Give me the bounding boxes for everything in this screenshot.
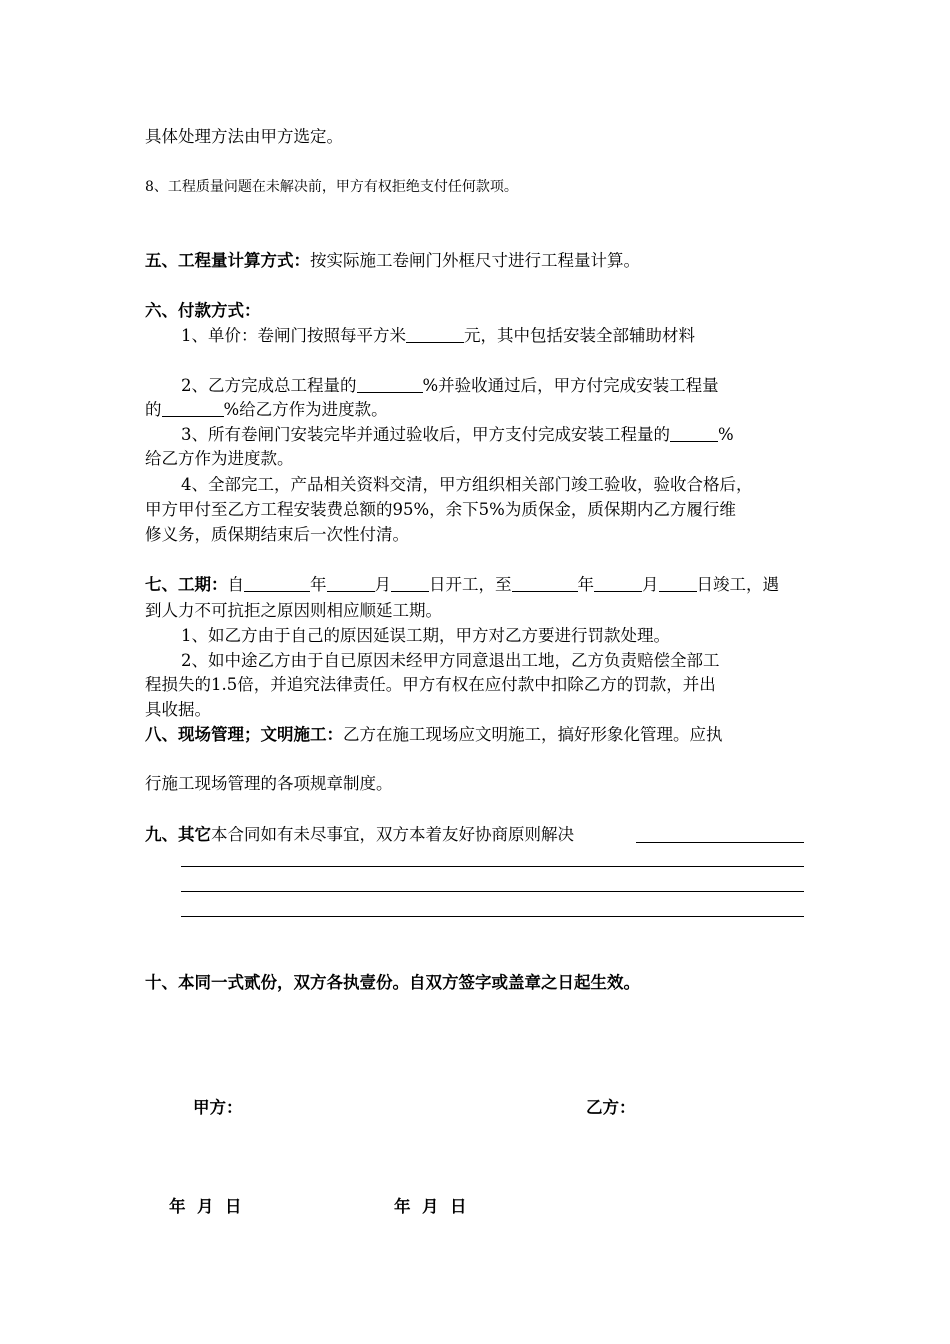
progress-percent-blank[interactable]	[357, 376, 423, 393]
section-5-body: 按实际施工卷闸门外框尺寸进行工程量计算。	[310, 251, 640, 270]
end-day-blank[interactable]	[659, 575, 697, 592]
payment-item-2-cont: 的 %给乙方作为进度款。	[145, 400, 388, 419]
payment-item-1: 1、单价：卷闸门按照每平方米 元，其中包括安装全部辅助材料	[181, 326, 695, 345]
final-percent-blank[interactable]	[670, 425, 718, 442]
section-7-line2: 到人力不可抗拒之原因则相应顺延工期。	[145, 601, 442, 620]
clause-8: 8、工程质量问题在未解决前，甲方有权拒绝支付任何款项。	[145, 179, 518, 195]
end-month-blank[interactable]	[594, 575, 642, 592]
party-b-label: 乙方：	[586, 1098, 636, 1117]
end-year-blank[interactable]	[512, 575, 578, 592]
section-5-heading: 五、工程量计算方式：	[145, 251, 310, 270]
schedule-item-2: 2、如中途乙方由于自已原因未经甲方同意退出工地，乙方负责赔偿全部工	[181, 651, 720, 670]
section-8-heading: 八、现场管理；文明施工：	[145, 725, 343, 744]
party-b-date: 年 月 日	[394, 1197, 467, 1216]
section-8-line2: 行施工现场管理的各项规章制度。	[145, 774, 393, 793]
section-8	[145, 724, 723, 746]
start-year-blank[interactable]	[244, 575, 310, 592]
payment-item-4-line3: 修义务，质保期结束后一次性付清。	[145, 525, 409, 544]
supplement-line-1[interactable]	[636, 842, 804, 843]
party-a-label: 甲方：	[193, 1098, 243, 1117]
section-7: 七、工期：自 年 月 日开工，至 年 月 日竣工，遇	[145, 575, 779, 594]
supplement-line-2[interactable]	[181, 866, 804, 867]
payment-item-3-cont: 给乙方作为进度款。	[145, 449, 294, 468]
section-9	[145, 824, 574, 846]
payment-percent-blank[interactable]	[162, 400, 224, 417]
section-5	[145, 250, 640, 272]
section-8-body: 乙方在施工现场应文明施工，搞好形象化管理。应执	[343, 725, 723, 744]
section-6-heading: 六、付款方式：	[145, 301, 261, 320]
supplement-line-3[interactable]	[181, 891, 804, 892]
start-day-blank[interactable]	[391, 575, 429, 592]
section-9-heading: 九、其它	[145, 825, 211, 844]
section-7-heading: 七、工期：	[145, 575, 228, 594]
unit-price-blank[interactable]	[406, 326, 464, 343]
section-10: 十、本同一式贰份，双方各执壹份。自双方签字或盖章之日起生效。	[145, 973, 640, 992]
schedule-item-1: 1、如乙方由于自己的原因延误工期，甲方对乙方要进行罚款处理。	[181, 626, 670, 645]
schedule-item-2-line3: 具收据。	[145, 700, 211, 719]
payment-item-2: 2、乙方完成总工程量的 %并验收通过后，甲方付完成安装工程量	[181, 376, 719, 395]
payment-item-3: 3、所有卷闸门安装完毕并通过验收后，甲方支付完成安装工程量的 %	[181, 425, 734, 444]
party-a-date: 年 月 日	[169, 1197, 242, 1216]
schedule-item-2-line2: 程损失的1.5倍，并追究法律责任。甲方有权在应付款中扣除乙方的罚款，并出	[145, 675, 716, 694]
start-month-blank[interactable]	[327, 575, 375, 592]
payment-item-4-line2: 甲方甲付至乙方工程安装费总额的95%，余下5%为质保金，质保期内乙方履行维	[145, 500, 736, 519]
paragraph-top: 具体处理方法由甲方选定。	[145, 127, 343, 146]
section-9-body: 本合同如有未尽事宜，双方本着友好协商原则解决	[211, 825, 574, 844]
payment-item-4: 4、全部完工，产品相关资料交清，甲方组织相关部门竣工验收，验收合格后，	[181, 475, 753, 494]
supplement-line-4[interactable]	[181, 916, 804, 917]
